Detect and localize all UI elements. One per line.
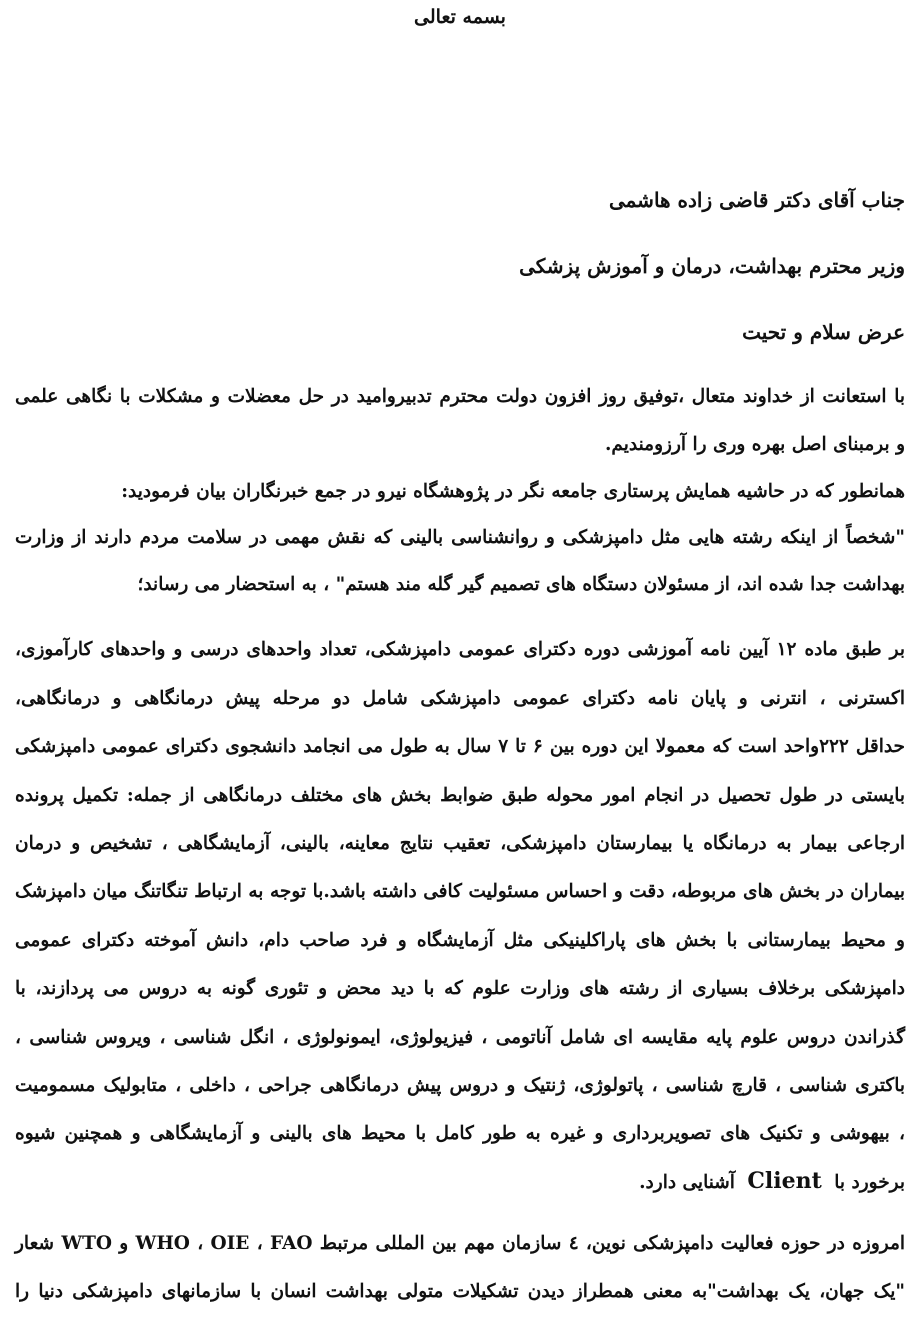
paragraph-line: و برمبنای اصل بهره وری را آرزومندیم. — [604, 434, 905, 455]
closing-text-after: آشنایی دارد. — [639, 1172, 735, 1193]
paragraph-line: اکسترنی ، انترنی و پایان نامه دکترای عمومی دامپزشکی شامل دو مرحله پیش درمانگاهی و درمانگاهی، — [15, 688, 905, 709]
paragraph-line: دامپزشکی برخلاف بسیاری از رشته های وزارت علوم که با دید محض و تئوری گونه به دروس می پردازند، با — [15, 978, 905, 999]
paragraph-line: ارجاعی بیمار به درمانگاه یا بیمارستان دامپزشکی، تعقیب نتایج معاینه، بالینی، آزمایشگاهی ، تشخیص و درمان — [15, 833, 905, 854]
paragraph-line: ، بیهوشی و تکنیک های تصویربرداری و غیره به طور کامل با محیط های بالینی و آزمایشگاهی و همچنین شیوه — [15, 1123, 905, 1144]
paragraph-line: بهداشت جدا شده اند، از مسئولان دستگاه های تصمیم گیر گله مند هستم" ، به استحضار می رساند؛ — [137, 574, 905, 595]
letter-heading: بسمه تعالی — [414, 6, 506, 28]
paragraph-line: همانطور که در حاشیه همایش پرستاری جامعه نگر در پژوهشگاه نیرو در جمع خبرنگاران بیان فرمودید: — [121, 481, 905, 502]
greeting-line: عرض سلام و تحیت — [742, 320, 905, 344]
paragraph-line: امروزه در حوزه فعالیت دامپزشکی نوین، ٤ سازمان مهم بین المللی مرتبط WHO ، OIE ، FAO و WTO شعار — [15, 1233, 906, 1254]
paragraph-line: بایستی در طول تحصیل در انجام امور محوله طبق ضوابط بخش های مختلف درمانگاهی از جمله: تکمیل پرونده — [15, 785, 905, 806]
position-line: وزیر محترم بهداشت، درمان و آموزش پزشکی — [519, 254, 905, 278]
paragraph-line: بر طبق ماده ۱۲ آیین نامه آموزشی دوره دکترای عمومی دامپزشکی، تعداد واحدهای درسی و واحدهای کارآموزی، — [15, 639, 905, 660]
paragraph-line: باکتری شناسی ، قارچ شناسی ، پاتولوژی، ژنتیک و دروس پیش درمانگاهی جراحی ، داخلی ، متابولیک مسمومیت — [15, 1075, 905, 1096]
paragraph-line: گذراندن دروس علوم پایه مقایسه ای شامل آناتومی ، فیزیولوژی، ایمونولوژی ، انگل شناسی ، ویروس شناسی ، — [15, 1027, 905, 1048]
paragraph-line: با استعانت از خداوند متعال ،توفیق روز افزون دولت محترم تدبیروامید در حل معضلات و مشکلات با نگاهی علمی — [15, 386, 905, 407]
paragraph-line: "یک جهان، یک بهداشت"به معنی همطراز دیدن تشکیلات متولی بهداشت انسان با سازمانهای دامپزشکی دنیا را — [15, 1281, 905, 1302]
closing-text-before: برخورد با — [834, 1172, 905, 1193]
recipient-line: جناب آقای دکتر قاضی زاده هاشمی — [608, 188, 905, 212]
paragraph-line: و محیط بیمارستانی با بخش های پاراکلینیکی مثل آزمایشگاه و فرد صاحب دام، دانش آموخته دکترای عمومی — [15, 930, 905, 951]
client-term: Client — [747, 1168, 822, 1194]
paragraph-line: حداقل ۲۲۲واحد است که معمولا این دوره بین ۶ تا ۷ سال به طول می انجامد دانشجوی دکترای عمومی دامپزشکی — [15, 736, 905, 757]
paragraph-line: "شخصاً از اینکه رشته هایی مثل دامپزشکی و روانشناسی بالینی که نقش مهمی در سلامت مردم دارند از وزارت — [15, 527, 905, 548]
paragraph-line: بیماران در بخش های مربوطه، دقت و احساس مسئولیت کافی داشته باشد.با توجه به ارتباط تنگاتنگ میان دامپزشک — [15, 881, 905, 902]
paragraph-closing-line — [639, 1168, 905, 1194]
